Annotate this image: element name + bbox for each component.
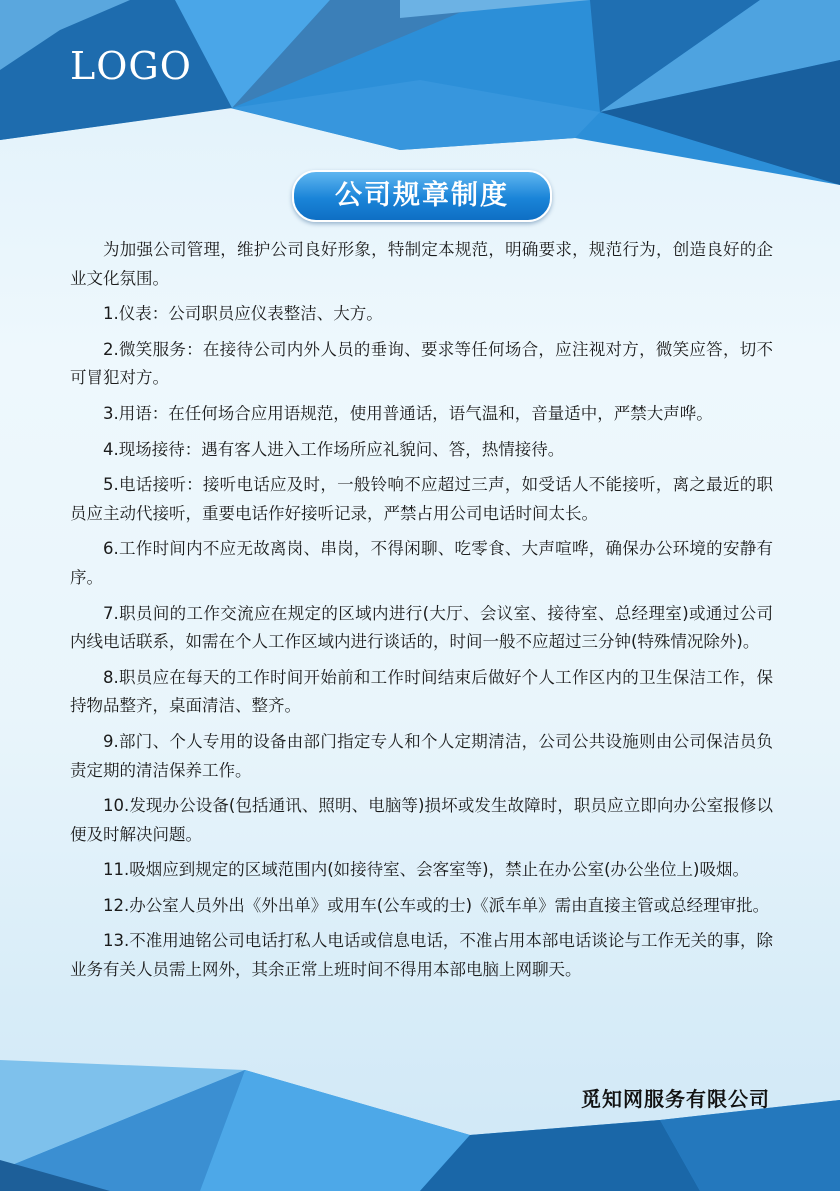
- logo: LOGO: [70, 44, 192, 88]
- rule-item: 11.吸烟应到规定的区域范围内(如接待室、会客室等)，禁止在办公室(办公坐位上)吸烟。: [103, 860, 749, 880]
- intro-paragraph: 为加强公司管理，维护公司良好形象，特制定本规范，明确要求，规范行为，创造良好的企业文化氛围。: [70, 240, 773, 288]
- rule-item: 6.工作时间内不应无故离岗、串岗，不得闲聊、吃零食、大声喧哗，确保办公环境的安静有序。: [70, 539, 773, 587]
- rule-item: 8.职员应在每天的工作时间开始前和工作时间结束后做好个人工作区内的卫生保洁工作，保持物品整齐，桌面清洁、整齐。: [70, 667, 773, 716]
- bottom-shape-4: [420, 1120, 700, 1191]
- rule-item: 10.发现办公设备(包括通讯、照明、电脑等)损坏或发生故障时，职员应立即向办公室报修以便及时解决问题。: [70, 796, 773, 844]
- rule-item: 4.现场接待：遇有客人进入工作场所应礼貌问、答，热情接待。: [103, 439, 565, 459]
- company-name: 觅知网服务有限公司: [581, 1087, 770, 1111]
- rule-item: 3.用语：在任何场合应用语规范，使用普通话，语气温和，音量适中，严禁大声哗。: [103, 403, 713, 423]
- rule-item: 7.职员间的工作交流应在规定的区域内进行(大厅、会议室、接待室、总经理室)或通过公司内线电话联系，如需在个人工作区域内进行谈话的，时间一般不应超过三分钟(特殊情况除外)。: [70, 603, 773, 652]
- page-title: 公司规章制度: [292, 170, 552, 222]
- bottom-shape-3: [200, 1070, 470, 1191]
- rule-item: 1.仪表：公司职员应仪表整洁、大方。: [103, 304, 383, 324]
- rule-item: 12.办公室人员外出《外出单》或用车(公车或的士)《派车单》需由直接主管或总经理审批。: [103, 895, 770, 915]
- rule-item: 2.微笑服务：在接待公司内外人员的垂询、要求等任何场合，应注视对方，微笑应答，切不可冒犯对方。: [70, 339, 773, 388]
- rule-item: 9.部门、个人专用的设备由部门指定专人和个人定期清洁，公司公共设施则由公司保洁员负责定期的清洁保养工作。: [70, 731, 773, 780]
- rule-item: 5.电话接听：接听电话应及时，一般铃响不应超过三声，如受话人不能接听，离之最近的职员应主动代接听，重要电话作好接听记录，严禁占用公司电话时间太长。: [70, 475, 773, 523]
- rules-body: [70, 236, 773, 992]
- rule-item: 13.不准用迪铭公司电话打私人电话或信息电话，不准占用本部电话谈论与工作无关的事，除业务有关人员需上网外，其余正常上班时间不得用本部电脑上网聊天。: [70, 931, 773, 980]
